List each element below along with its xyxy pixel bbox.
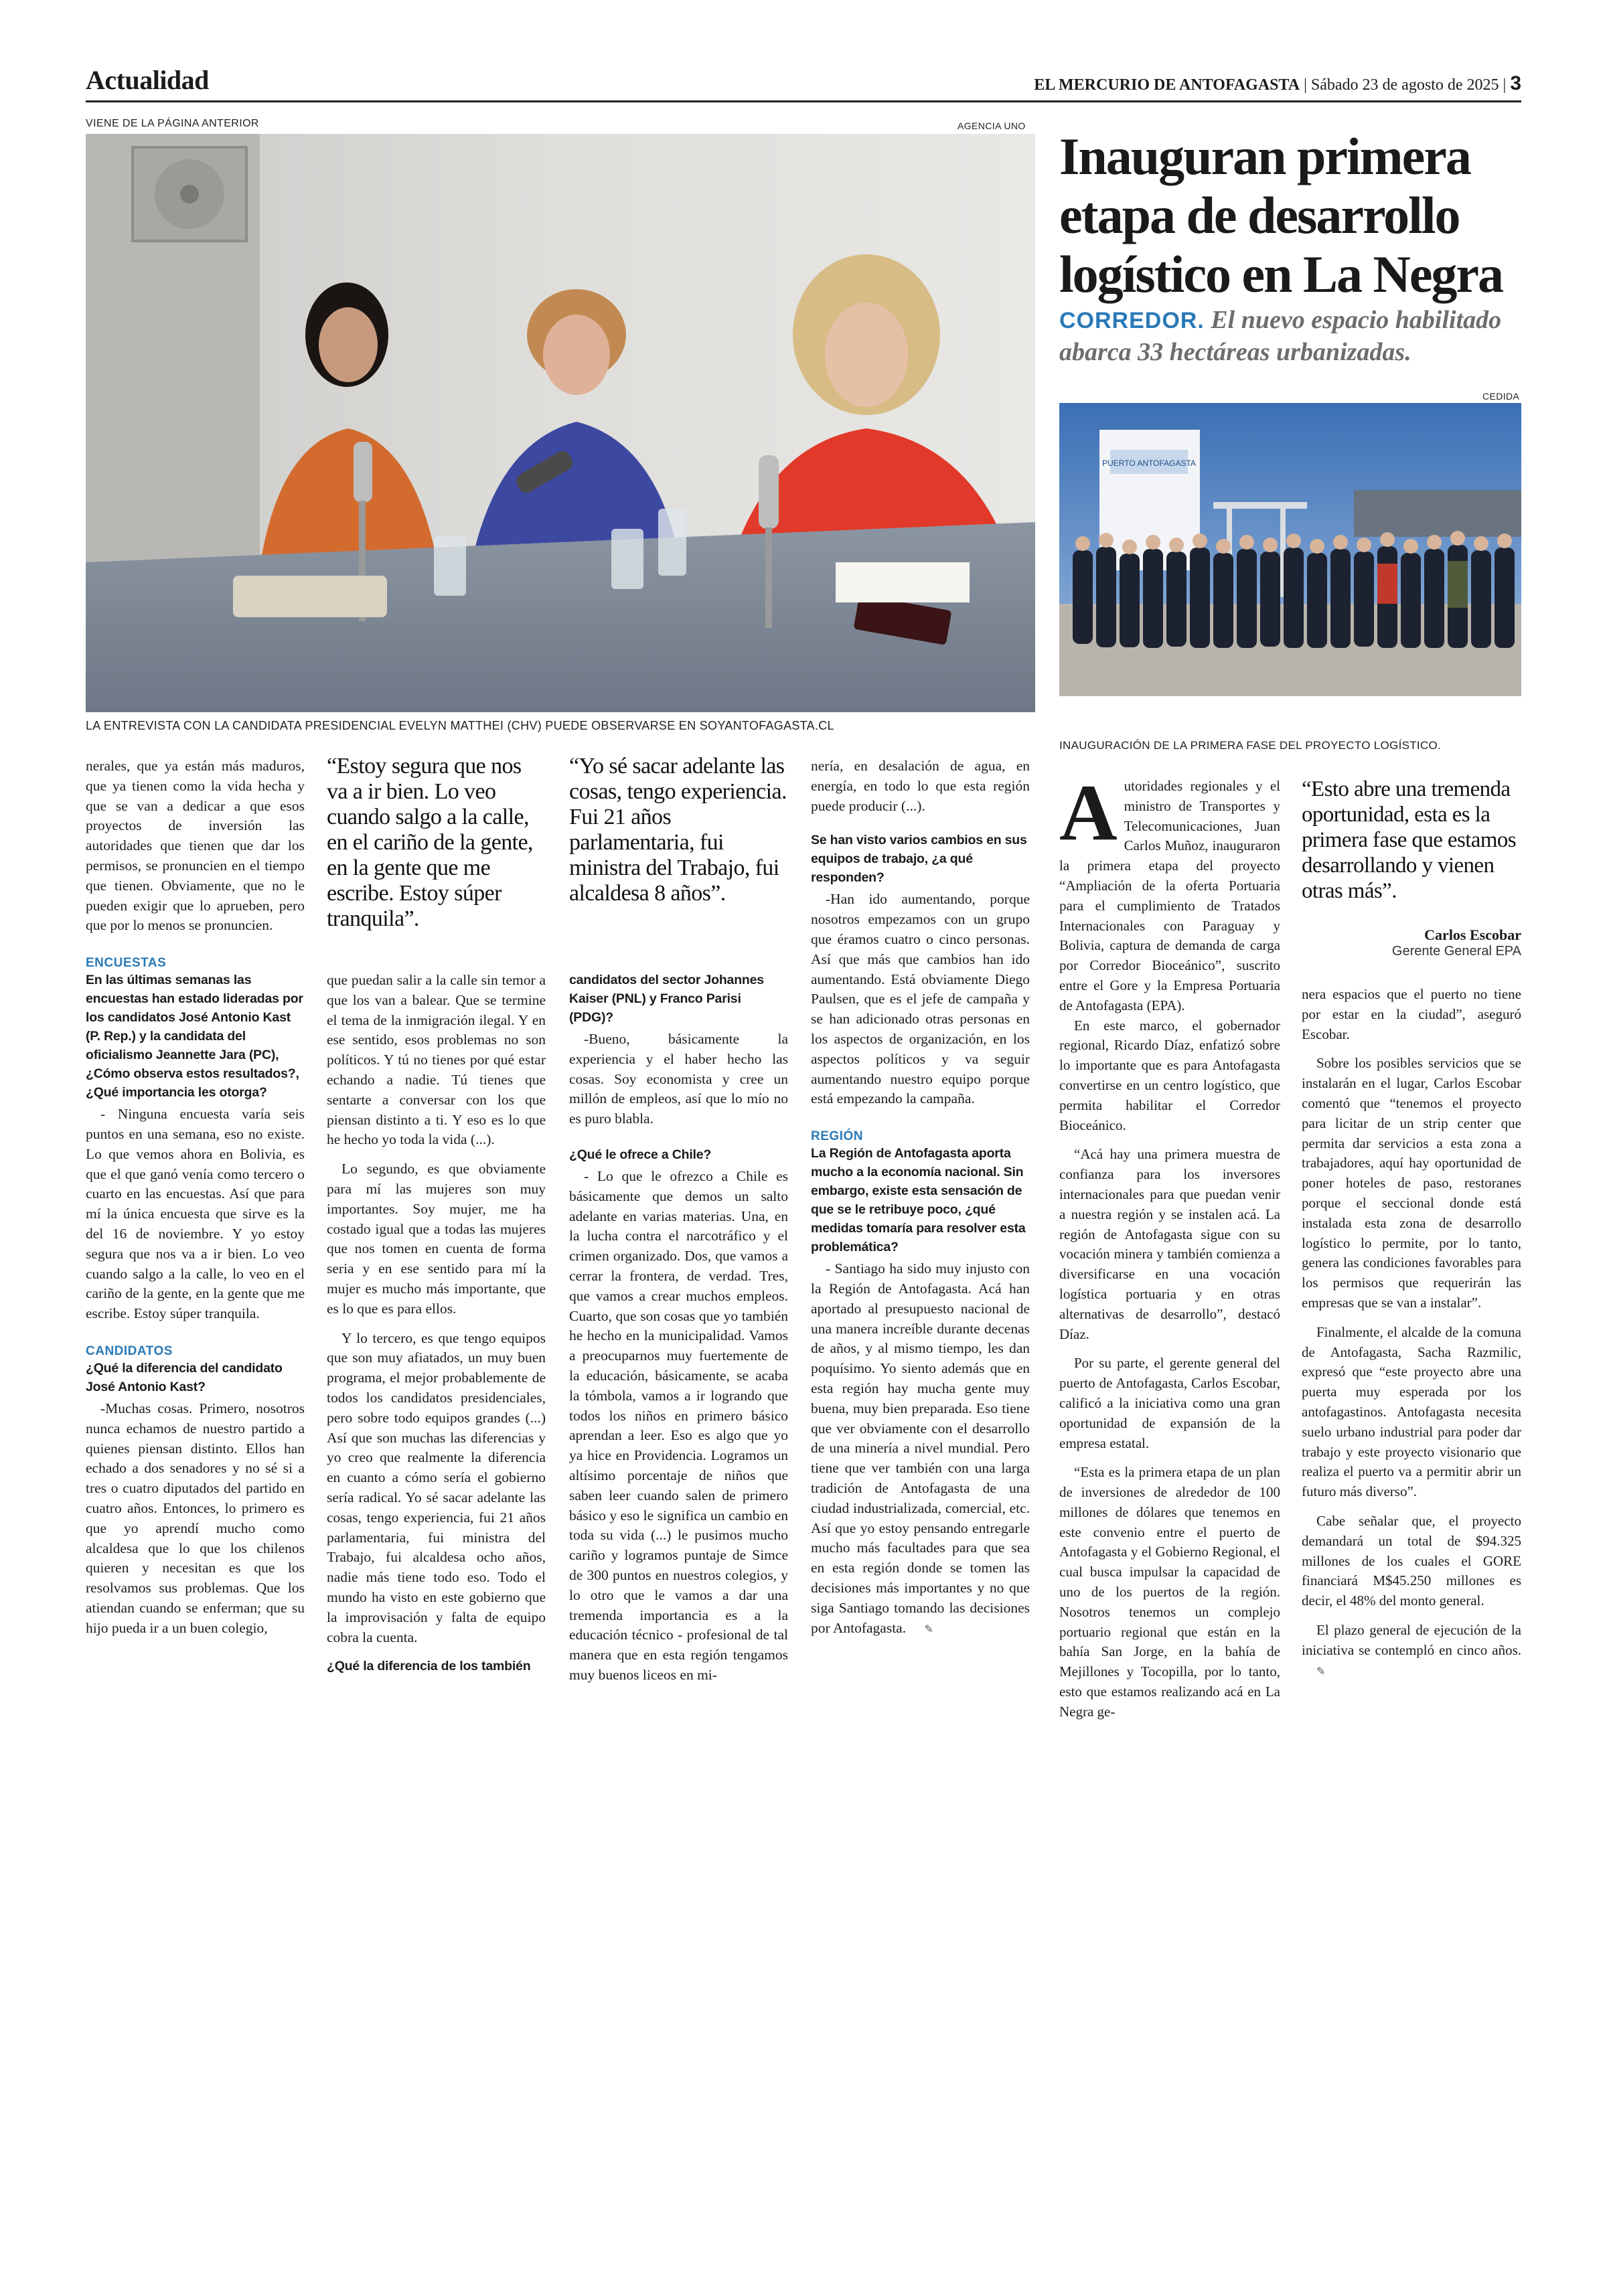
paragraph: “Esta es la primera etapa de un plan de inversiones de alrededor de 100 millones de dólares que tenemos en este convenio entre el puerto de Antofagasta y el Gobierno Regional, el cual busca impulsar la capacidad de uno de los puertos de la región. Nosotros tenemos un complejo portuario regional que están en la bahía San Jorge, en la bahía de Mejillones y Tocopilla, por lo tanto, esto que estamos realizando acá en La Negra ge- — [1059, 1464, 1280, 1720]
end-mark-icon: ✎ — [1316, 1665, 1326, 1677]
pull-quote-role: Gerente General EPA — [1391, 944, 1521, 959]
answer: -Bueno, básicamente la experiencia y el haber hecho las cosas. Soy economista y cree un millón de empleos, así que lo mío no es puro blabla. — [569, 1031, 788, 1127]
inauguration-photo-caption: INAUGURACIÓN DE LA PRIMERA FASE DEL PROYECTO LOGÍSTICO. — [1059, 739, 1442, 752]
question: ¿Qué la diferencia del candidato José Antonio Kast? — [86, 1360, 283, 1394]
answer: -Muchas cosas. Primero, nosotros nunca echamos de nuestro partido a quienes piensan distinto. Ellos han echado a dos senadores y no sé si a tres o cuatro diputados del partido en cuatro años. Entonces, lo primero es que yo aprendí mucho como alcaldesa que lo que los chilenos quieren y necesitan es que los resolvamos sus problemas. Que los atiendan cuando se enferman; que su hijo pueda ir a un buen colegio, — [86, 1400, 305, 1636]
section-label-candidatos: CANDIDATOS — [86, 1343, 173, 1358]
section-label-region: REGIÓN — [811, 1129, 863, 1144]
masthead-separator: | — [1503, 76, 1511, 94]
banner-sign-text: PUERTO ANTOFAGASTA — [1102, 459, 1196, 468]
paragraph: nera espacios que el puerto no tiene por estar en la ciudad”, aseguró Escobar. — [1302, 986, 1521, 1042]
answer: - Lo que le ofrezco a Chile es básicamente que demos un salto adelante en varias materias. Una, en la lucha contra el narcotráfico y el crimen organizado. Dos, que vamos a cerrar la frontera, de verdad. Tres, que vamos a crear muchos empleos. Cuarto, que son cosas que yo también he hecho en la municipalidad. Vamos a preocuparnos muy fuertemente de la educación, básicamente, se acaba la tómbola, vamos a ir logrando que todos los niños en primero básico aprendan a leer. Eso es algo que yo ya hice en Providencia. Logramos un altísimo porcentaje de niños que saben leer cuando salen de primero básico y eso le significa un cambio en toda su vida (...) le pusimos mucho cariño y logramos puntaje de Simce de 300 puntos en nuestros colegios, y lo otro que le vamos a dar una tremenda importancia es a la educación técnico - profesional de tal manera que en esta región tengamos muy buenos liceos en mi- — [569, 1167, 788, 1683]
answer — [811, 1259, 1030, 1638]
article-headline: Inauguran primera etapa de desarrollo logístico en La Negra — [1059, 127, 1503, 303]
interview-column-2 — [327, 754, 546, 1678]
issue-date: Sábado 23 de agosto de 2025 — [1310, 76, 1499, 94]
section-label-encuestas: ENCUESTAS — [86, 956, 167, 971]
newspaper-name: EL MERCURIO DE ANTOFAGASTA — [1034, 76, 1300, 94]
paragraph: Cabe señalar que, el proyecto demandará un total de $94.325 millones de los cuales el GORE financiará M$45.250 millones es decir, el 48% del monto general. — [1302, 1512, 1521, 1609]
paragraph-text: utoridades regionales y el ministro de Transportes y Telecomunicaciones, Juan Carlos Muñoz, inauguraron la primera etapa del proyecto “Ampliación de la oferta Portuaria para el cumplimiento de Tratados Internacionales con Paraguay y Bolivia, captura de demanda de carga por Corredor Bioceánico”, suscrito entre el Gore y la Empresa Portuaria de Antofagasta (EPA). — [1059, 778, 1280, 1013]
paragraph — [1302, 1621, 1521, 1680]
paragraph — [1059, 768, 1280, 1016]
end-mark-icon: ✎ — [924, 1623, 933, 1635]
answer: - Ninguna encuesta varía seis puntos en una semana, eso no existe. Lo que vemos ahora en Bolivia, es que el que ganó venía como tercero o cuarto en las encuestas. Así que para mí la única encuesta que sirve es la del 16 de noviembre. Y yo estoy segura que nos va a ir bien. Lo veo cuando salgo a la calle, lo veo en el cariño de la gente, en la gente que me escribe. Estoy súper tranquila. — [86, 1106, 305, 1322]
paragraph: En este marco, el gobernador regional, Ricardo Díaz, enfatizó sobre lo importante que es para Antofagasta convertirse en un centro logístico, que permita habilitar el Corredor Bioceánico. — [1059, 1017, 1280, 1133]
interview-column-1 — [86, 756, 305, 1639]
deck-text: El nuevo espacio habilitado abarca 33 hectáreas urbanizadas. — [1059, 306, 1502, 366]
photo-credit: AGENCIA UNO — [958, 120, 1026, 131]
answer: -Han ido aumentando, porque nosotros empezamos con un grupo que éramos cuatro o cinco personas. Así que más que cambios han ido aumentando. Está obviamente Diego Paulsen, que es el jefe de campaña y se han adicionado otras personas en los aspectos de organización, en los aspectos políticos y va seguir aumentando nuestro equipo porque está empezando la campaña. — [811, 891, 1030, 1107]
interview-column-3 — [569, 754, 788, 1686]
question: La Región de Antofagasta aporta mucho a la economía nacional. Sin embargo, existe esta sensación de que se le retribuye poco, ¿qué medidas tomaría para resolver esta problemática? — [811, 1146, 1026, 1255]
question: ¿Qué le ofrece a Chile? — [569, 1147, 712, 1162]
paragraph: nerales, que ya están más maduros, que ya tienen como la vida hecha y que se van a dedicar a que esos proyectos de inversión las autoridades que tienen que dar los permisos, se pronuncien en el tiempo que tienen. Obviamente, que no le pueden exigir que lo aprueben, pero que por lo menos se pronuncien. — [86, 758, 305, 934]
question: candidatos del sector Johannes Kaiser (PNL) y Franco Parisi (PDG)? — [569, 973, 764, 1025]
deck-kicker: CORREDOR. — [1059, 308, 1205, 333]
pull-quote: “Yo sé sacar adelante las cosas, tengo experiencia. Fui 21 años parlamentaria, fui ministra del Trabajo, fui alcaldesa 8 años”. — [569, 754, 787, 906]
inauguration-photo — [1059, 403, 1521, 696]
inauguration-photo-image — [1059, 403, 1521, 696]
paragraph: Finalmente, el alcalde de la comuna de Antofagasta, Sacha Razmilic, expresó que “este proyecto abre una puerta muy esperada por los antofagastinos. Antofagasta necesita suelo urbano industrial para poder dar trabajo y este proyecto visionario que realiza el puerto va a permitir abrir un futuro más diverso”. — [1302, 1323, 1521, 1500]
logistics-column-2 — [1302, 776, 1521, 1680]
logistics-column-1 — [1059, 768, 1280, 1722]
interview-photo-caption: LA ENTREVISTA CON LA CANDIDATA PRESIDENCIAL EVELYN MATTHEI (CHV) PUEDE OBSERVARSE EN SOYANTOFAGASTA.CL — [86, 719, 834, 732]
paragraph: Lo segundo, es que obviamente para mí las mujeres son muy importantes. Soy mujer, me ha costado igual que a todas las mujeres que nos tomen en cuenta de forma seria y en ese sentido para mí la mujer es mucho más importante, que es lo que es para ellos. — [327, 1161, 546, 1317]
page-number: 3 — [1510, 72, 1521, 94]
question: Se han visto varios cambios en sus equipos de trabajo, ¿a qué responden? — [811, 833, 1027, 886]
paragraph: “Acá hay una primera muestra de confianza para los inversores internacionales para que puedan venir a nuestra región y se instalen acá. La región de Antofagasta sigue con su vocación minera y también comienza a diversificarse en una vocación logística portuaria y en otras alternativas de desarrollo”, destacó Díaz. — [1059, 1146, 1280, 1342]
paragraph: Sobre los posibles servicios que se instalarán en el lugar, Carlos Escobar comentó que “tenemos el proyecto para licitar de un strip center que permita dar servicios a esta zona a trabajadores, aquí hay oportunidad de poner hoteles de paso, restoranes porque el seccional donde está instalada esta zona de desarrollo logístico lo permite, por lo tanto, genera las condiciones favorables para los permisos que requerirán las empresas que se van a instalar”. — [1302, 1055, 1521, 1311]
article-deck — [1059, 304, 1528, 368]
interview-photo-image — [86, 134, 1035, 712]
pull-quote: “Esto abre una tremenda oportunidad, esta es la primera fase que estamos desarrollando y vienen otras más”. — [1302, 777, 1517, 903]
masthead-separator: | — [1304, 76, 1311, 94]
masthead — [1034, 72, 1521, 95]
interview-column-4 — [811, 756, 1030, 1638]
pull-quote: “Estoy segura que nos va a ir bien. Lo veo cuando salgo a la calle, en el cariño de la gente, en la gente que me escribe. Estoy súper tranquila”. — [327, 754, 533, 931]
question: ¿Qué la diferencia de los también — [327, 1659, 531, 1674]
pull-quote-name: Carlos Escobar — [1424, 926, 1521, 943]
paragraph: Y lo tercero, es que tengo equipos que son muy afiatados, un muy buen programa, el mejor probablemente de todos los candidatos presidenciales, pero sobre todo equipos grandes (...) Así que son muchas las diferencias y yo creo que realmente la diferencia en cuanto a cómo sería el gobierno sería radical. Yo sé sacar adelante las cosas, tengo experiencia, fui 21 años parlamentaria, fui ministra del Trabajo, fui alcaldesa ocho años, nadie más tiene todo eso. Todo el mundo ha visto en este gobierno que la improvisación y falta de equipo cobra la cuenta. — [327, 1329, 546, 1645]
header-rule — [86, 100, 1521, 102]
answer-text: - Santiago ha sido muy injusto con la Región de Antofagasta. Acá han aportado al presupuesto nacional de una manera increíble durante decenas de años, y al mismo tiempo, les dan poquísimo. Yo siento además que en esta región hay mucha gente muy buena, muy bien preparada. Eso tiene que ver obviamente con el desarrollo de una minería a nivel mundial. Pero tiene que ver también con una larga tradición de Antofagasta de una ciudad industrializada, comercial, etc. Así que yo estoy pensando entregarle mucho más facultades para que sea en esta región donde se tomen las decisiones más importantes y no que siga Santiago tomando las decisiones por Antofagasta. — [811, 1260, 1030, 1636]
section-title: Actualidad — [86, 65, 209, 95]
paragraph: que puedan salir a la calle sin temor a que los van a balear. Que se termine el tema de la inmigración ilegal. Y en ese sentido, esos problemas no son políticos. Y tú no tienes por qué estar echando a nadie. Tú tienes que sentarte a conversar con los que piensan distinto a ti. Y eso es lo que he hecho yo toda la vida (...). — [327, 972, 546, 1148]
paragraph: nería, en desalación de agua, en energía, en todo lo que esta región puede producir (...). — [811, 758, 1030, 814]
continuation-label: VIENE DE LA PÁGINA ANTERIOR — [86, 118, 259, 129]
interview-photo — [86, 134, 1035, 712]
question: En las últimas semanas las encuestas han estado lideradas por los candidatos José Antonio Kast (P. Rep.) y la candidata del oficialismo Jeannette Jara (PC), ¿Cómo observa estos resultados?, ¿Qué importancia les otorga? — [86, 973, 303, 1100]
photo-credit: CEDIDA — [1482, 391, 1520, 402]
drop-cap: A — [1059, 768, 1118, 857]
paragraph-text: El plazo general de ejecución de la iniciativa se contempló en cinco años. — [1302, 1621, 1521, 1658]
paragraph: Por su parte, el gerente general del puerto de Antofagasta, Carlos Escobar, calificó a la iniciativa como una gran oportunidad de expansión de la empresa estatal. — [1059, 1355, 1280, 1451]
